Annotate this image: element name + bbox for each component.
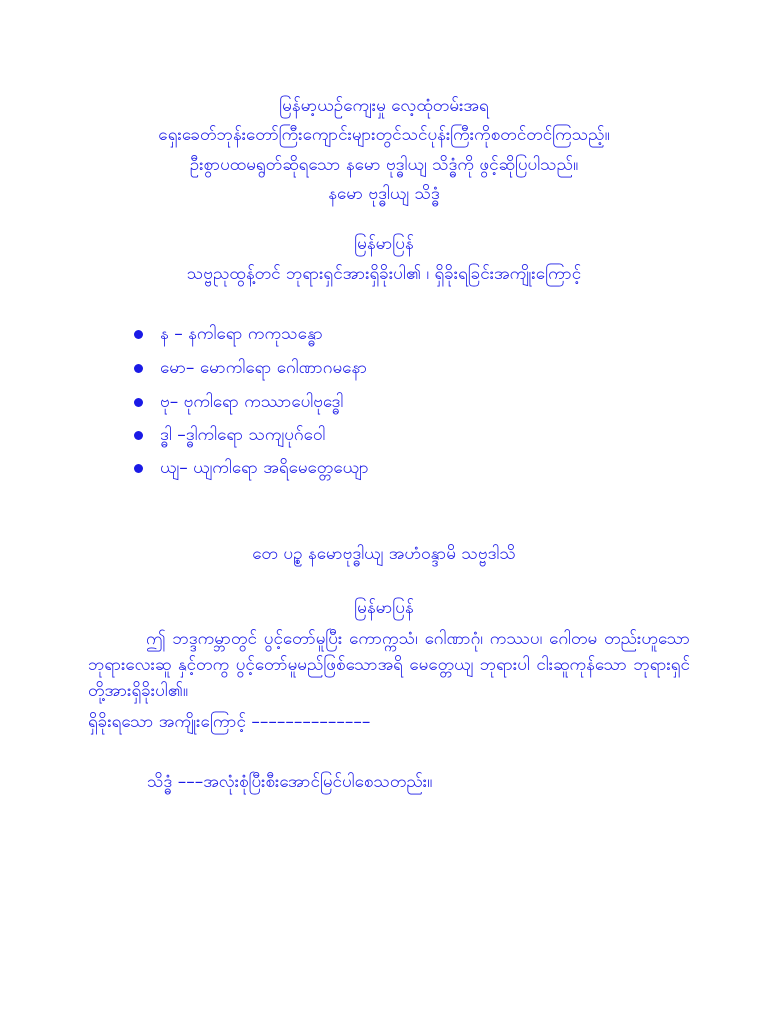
list-item-text: န – နကါရော ကကုသန္ဓော bbox=[160, 324, 323, 344]
section1-subheading: သဗ္ဗညုထွန့်တင် ဘုရားရှင်အားရှိခိုးပါ၏ ၊ ရှိခိုးရခြင်းအကျိုးကြောင့် bbox=[186, 264, 582, 284]
bullet-icon bbox=[134, 330, 143, 339]
list-item-text: မော– မောကါရော ဂေါဏာဂမနော bbox=[160, 358, 368, 378]
list-item-text: ဒ္ဓါ –ဒ္ဓါကါရော သကျပုဂ်ဝေါ bbox=[160, 425, 326, 445]
translation-paragraph bbox=[88, 626, 690, 704]
section2-heading: မြန်မာပြန် bbox=[354, 598, 414, 618]
bullet-icon bbox=[134, 398, 143, 407]
list-item-text: ဗု– ဗုကါရော ကဿာပေါဗုဒ္ဓေါ bbox=[160, 392, 344, 412]
bullet-icon bbox=[134, 464, 143, 473]
header-line-4: နမော ဗုဒ္ဓါယျ သိဒ္ဓံ bbox=[328, 184, 440, 204]
result-line: ရှိခိုးရသော အကျိုးကြောင့် –––––––––––––– bbox=[88, 712, 371, 732]
header-line-2: ရှေးခေတ်ဘုန်းတော်ကြီးကျောင်းများတွင်သင်ပုန်းကြီးကိုစတင်တင်ကြသည့်။ bbox=[158, 125, 610, 145]
pali-verse: တေ ပဉ္စ နမောဗုဒ္ဓါယျ အဟံဝန္ဒာမိ သဗ္ဗဒါသိ bbox=[252, 544, 516, 564]
translation-paragraph-text: ဤ ဘဒ္ဒကမ္ဘာတွင် ပွင့်တော်မူပြီး ကောက္ကသံ၊ ဂေါဏာဂုံ၊ ကဿပ၊ ဂေါတမ တည်းဟူသော ဘုရားလေးဆူ နှင့်တကွ ပွင့်တော်မူမည်ဖြစ်သောအရိ မေတ္တေယျ ဘုရားပါ ငါးဆူကုန်သော ဘုရားရှင် တို့အားရှိခိုးပါ၏။ bbox=[88, 629, 690, 701]
bullet-icon bbox=[134, 431, 143, 440]
list-item-text: ယျ– ယျကါရော အရိမေတ္တေယျော bbox=[160, 458, 369, 478]
closing-line: သိဒ္ဓံ –––အလုံးစုံပြီးစီးအောင်မြင်ပါစေသတည်း။ bbox=[147, 772, 433, 792]
header-line-3: ဦးစွာပထမရွတ်ဆိုရသော နမော ဗုဒ္ဓါယျ သိဒ္ဓံကို ဖွင့်ဆိုပြပါသည်။ bbox=[189, 155, 579, 175]
bullet-icon bbox=[134, 364, 143, 373]
section1-heading: မြန်မာပြန် bbox=[354, 234, 414, 254]
header-line-1: မြန်မာ့ယဉ်ကျေးမှု လေ့ထုံတမ်းအရ bbox=[279, 96, 489, 116]
